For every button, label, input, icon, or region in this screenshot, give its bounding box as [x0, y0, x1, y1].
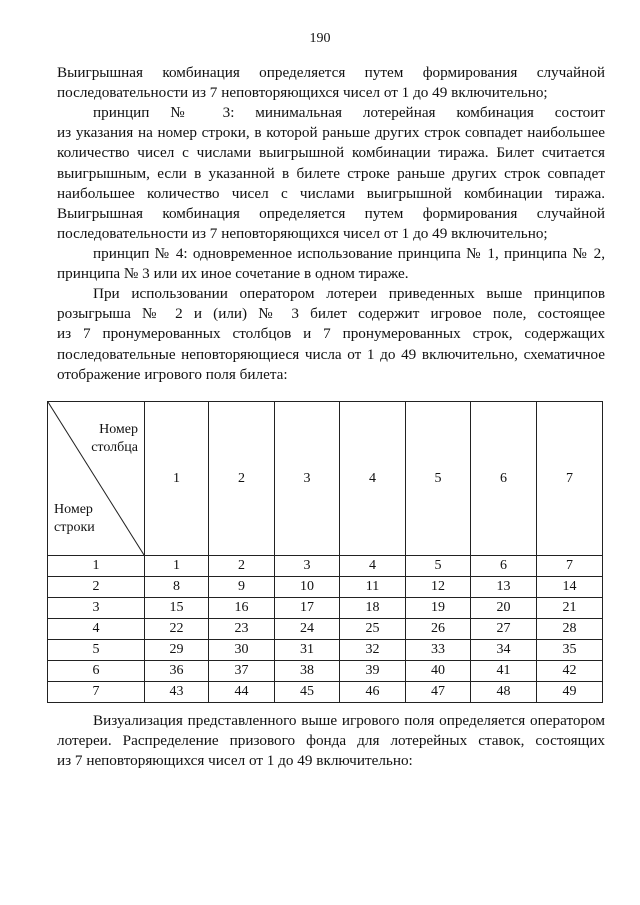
- number-cell: 15: [145, 598, 209, 619]
- text-line: последовательные неповторяющиеся числа от 1 до 49 включительно, схематичное: [57, 345, 605, 363]
- number-cell: 33: [406, 640, 471, 661]
- column-number-header: 6: [471, 402, 537, 556]
- text-line: последовательности из 7 неповторяющихся чисел от 1 до 49 включительно;: [57, 84, 548, 102]
- number-cell: 10: [275, 577, 340, 598]
- column-number-header: 2: [209, 402, 275, 556]
- table-row: [48, 598, 603, 619]
- corner-header-cell: [48, 402, 145, 556]
- text-line: из 7 пронумерованных столбцов и 7 пронумерованных строк, содержащих: [57, 325, 605, 343]
- text-line: принцип № 3: минимальная лотерейная комбинация состоит: [93, 104, 605, 121]
- number-cell: 19: [406, 598, 471, 619]
- number-cell: 27: [471, 619, 537, 640]
- number-cell: 38: [275, 661, 340, 682]
- number-cell: 32: [340, 640, 406, 661]
- number-cell: 41: [471, 661, 537, 682]
- row-number-cell: 7: [48, 682, 145, 703]
- number-cell: 43: [145, 682, 209, 703]
- page-number: 190: [309, 31, 331, 46]
- table-header-row: [48, 402, 603, 556]
- number-cell: 30: [209, 640, 275, 661]
- number-cell: 39: [340, 661, 406, 682]
- text-line: принцип № 4: одновременное использование принципа № 1, принципа № 2,: [93, 245, 605, 262]
- number-cell: 44: [209, 682, 275, 703]
- table-row: [48, 619, 603, 640]
- number-cell: 18: [340, 598, 406, 619]
- text-line: наибольшее количество чисел с числами выигрышной комбинации тиража.: [57, 184, 605, 202]
- text-line: отображение игрового поля билета:: [57, 365, 288, 383]
- number-cell: 8: [145, 577, 209, 598]
- number-cell: 25: [340, 619, 406, 640]
- number-cell: 5: [406, 556, 471, 577]
- paragraph-visualization: [57, 711, 605, 772]
- number-cell: 12: [406, 577, 471, 598]
- table-row: [48, 577, 603, 598]
- text-line: принципа № 3 или их иное сочетание в одном тираже.: [57, 265, 409, 283]
- number-cell: 28: [537, 619, 603, 640]
- table-row: [48, 640, 603, 661]
- number-cell: 29: [145, 640, 209, 661]
- number-cell: 45: [275, 682, 340, 703]
- number-cell: 17: [275, 598, 340, 619]
- number-cell: 35: [537, 640, 603, 661]
- column-number-header: 7: [537, 402, 603, 556]
- table-row: [48, 682, 603, 703]
- number-cell: 23: [209, 619, 275, 640]
- number-cell: 16: [209, 598, 275, 619]
- text-line: из 7 неповторяющихся чисел от 1 до 49 включительно:: [57, 752, 413, 770]
- number-cell: 31: [275, 640, 340, 661]
- column-header-label: Номер столбца: [91, 422, 138, 455]
- text-line: Визуализация представленного выше игрового поля определяется оператором: [93, 712, 605, 729]
- text-line: Выигрышная комбинация определяется путем формирования случайной: [57, 64, 605, 81]
- row-number-cell: 3: [48, 598, 145, 619]
- number-cell: 47: [406, 682, 471, 703]
- number-cell: 21: [537, 598, 603, 619]
- text-line: количество чисел с числами выигрышной комбинации тиража. Билет считается: [57, 144, 605, 162]
- text-line: из указания на номер строки, в которой раньше других строк совпадет наибольшее: [57, 124, 605, 142]
- row-number-cell: 5: [48, 640, 145, 661]
- paragraph-principle-4: [57, 244, 605, 284]
- row-number-cell: 2: [48, 577, 145, 598]
- table-row: [48, 661, 603, 682]
- number-cell: 9: [209, 577, 275, 598]
- text-line: Выигрышная комбинация определяется путем формирования случайной: [57, 205, 605, 223]
- number-cell: 6: [471, 556, 537, 577]
- paragraph-principle-3: [57, 103, 605, 244]
- game-field-table: [47, 401, 603, 703]
- number-cell: 22: [145, 619, 209, 640]
- text-line: выигрышным, если в указанной в билете строке раньше других строк совпадет: [57, 164, 605, 182]
- number-cell: 14: [537, 577, 603, 598]
- number-cell: 40: [406, 661, 471, 682]
- number-cell: 20: [471, 598, 537, 619]
- number-cell: 2: [209, 556, 275, 577]
- number-cell: 48: [471, 682, 537, 703]
- row-number-cell: 1: [48, 556, 145, 577]
- row-number-cell: 4: [48, 619, 145, 640]
- text-line: лотереи. Распределение призового фонда для лотерейных ставок, состоящих: [57, 732, 605, 750]
- number-cell: 26: [406, 619, 471, 640]
- number-cell: 4: [340, 556, 406, 577]
- column-number-header: 5: [406, 402, 471, 556]
- number-cell: 36: [145, 661, 209, 682]
- column-number-header: 4: [340, 402, 406, 556]
- paragraph-game-field: [57, 284, 605, 385]
- column-number-header: 3: [275, 402, 340, 556]
- number-cell: 37: [209, 661, 275, 682]
- row-number-cell: 6: [48, 661, 145, 682]
- number-cell: 7: [537, 556, 603, 577]
- number-cell: 49: [537, 682, 603, 703]
- column-number-header: 1: [145, 402, 209, 556]
- row-header-label: Номер строки: [54, 502, 95, 535]
- number-cell: 34: [471, 640, 537, 661]
- text-line: розыгрыша № 2 и (или) № 3 билет содержит игровое поле, состоящее: [57, 305, 605, 323]
- table-row: [48, 556, 603, 577]
- number-cell: 42: [537, 661, 603, 682]
- number-cell: 11: [340, 577, 406, 598]
- text-line: При использовании оператором лотереи приведенных выше принципов: [93, 285, 605, 302]
- number-cell: 13: [471, 577, 537, 598]
- paragraph-winning-combination: [57, 63, 605, 103]
- number-cell: 1: [145, 556, 209, 577]
- number-cell: 3: [275, 556, 340, 577]
- number-cell: 46: [340, 682, 406, 703]
- text-line: последовательности из 7 неповторяющихся чисел от 1 до 49 включительно;: [57, 225, 548, 243]
- number-cell: 24: [275, 619, 340, 640]
